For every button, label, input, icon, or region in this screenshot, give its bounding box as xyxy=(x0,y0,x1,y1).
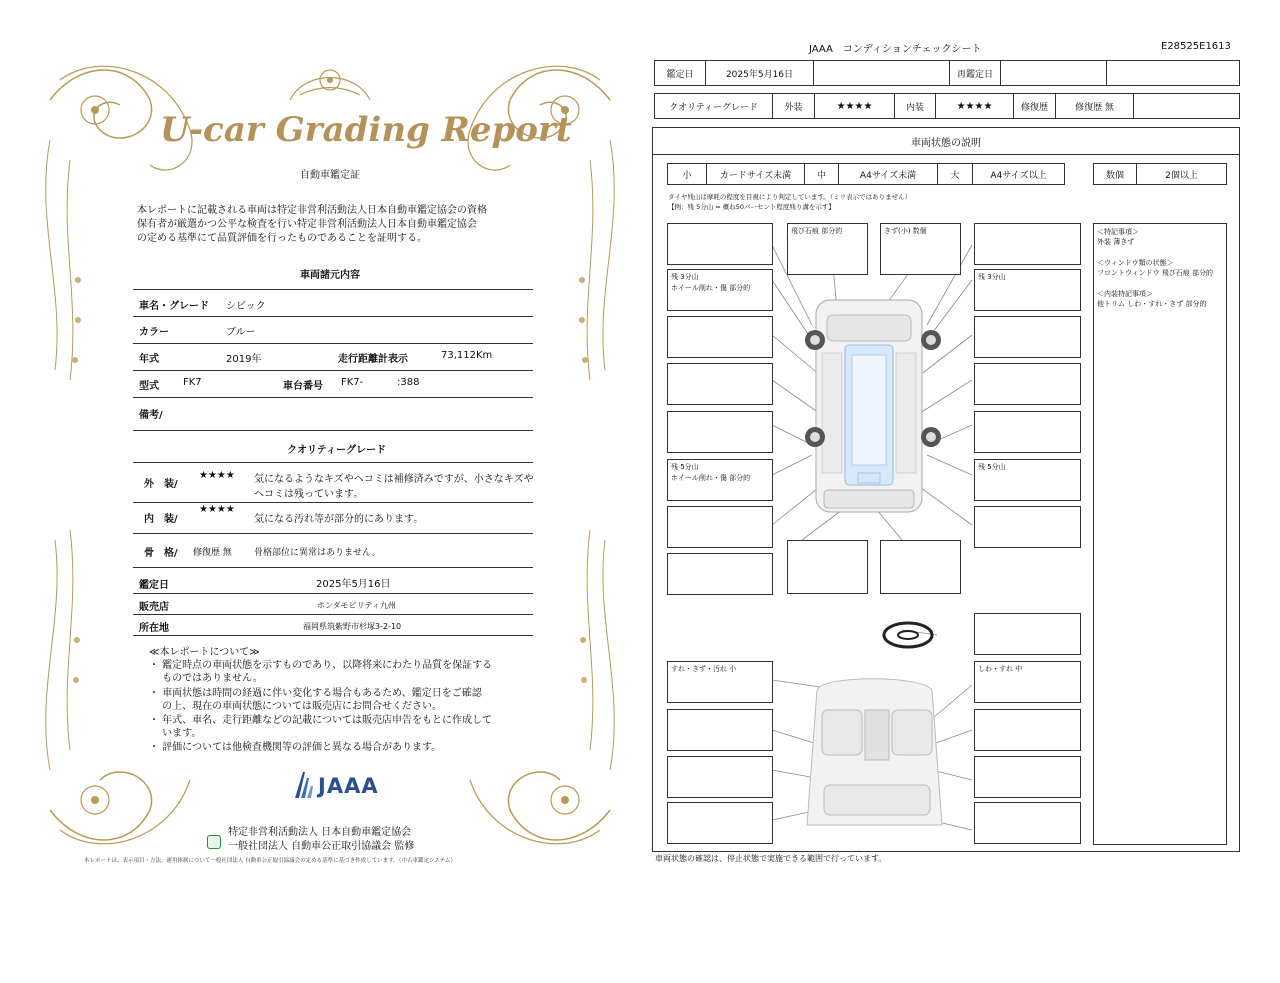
damage-box xyxy=(667,363,773,405)
year-label: 年式 xyxy=(139,354,159,365)
fair-trade-mark-icon xyxy=(207,835,221,849)
org-line-1: 特定非営利活動法人 日本自動車鑑定協会 xyxy=(228,827,412,838)
tire-note-1: タイヤ残山は摩耗の程度を目視により判定しています。（ミリ表示ではありません） xyxy=(668,193,912,201)
dealer-value: ホンダモビリティ九州 xyxy=(317,601,396,610)
divider xyxy=(133,430,533,431)
doc-id: E28525E1613 xyxy=(1161,41,1231,52)
interior-title: ＜内装特記事項＞ xyxy=(1097,290,1153,298)
date-label: 鑑定日 xyxy=(139,580,169,591)
count-desc: 2個以上 xyxy=(1136,163,1227,185)
blank-cell xyxy=(1106,60,1240,86)
chassis-label: 車台番号 xyxy=(283,381,323,392)
repair-label-cell: 修復歴 xyxy=(1013,93,1056,119)
frame-comment: 骨格部位に異常はありません。 xyxy=(254,548,381,558)
intro-line-3: の定める基準にて品質評価を行ったものであることを証明する。 xyxy=(137,233,427,244)
divider xyxy=(133,567,533,568)
tire-box-rear-left xyxy=(667,459,773,501)
interior-box xyxy=(974,709,1081,751)
redate-value-cell xyxy=(1000,60,1107,86)
color-value: ブルー xyxy=(226,327,256,338)
grade-title: クオリティーグレード xyxy=(287,445,386,456)
interior-box-left xyxy=(667,661,773,703)
blank-cell xyxy=(813,60,950,86)
intro-line-2: 保有者が厳選かつ公平な検査を行い特定非営利活動法人日本自動車鑑定協会 xyxy=(137,219,477,230)
steering-box xyxy=(974,613,1081,655)
footnote: 本レポートは、表示項目・方法、運用体制について一般社団法人 自動車公正取引協議会の定める基準に基づき作成しています。（中古車鑑定システム） xyxy=(84,858,456,864)
intro-line-1: 本レポートに記載される車両は特定非営利活動法人日本自動車鑑定協会の資格 xyxy=(137,205,487,216)
tire-box-rear-right xyxy=(974,459,1081,501)
damage-box xyxy=(667,506,773,548)
window-title: ＜ウィンドウ類の状態＞ xyxy=(1097,259,1174,267)
date-value: 2025年5月16日 xyxy=(316,579,391,590)
damage-box-scratch xyxy=(880,223,961,275)
car-name-label: 車名・グレード xyxy=(139,301,209,312)
damage-box xyxy=(880,540,961,594)
interior-box xyxy=(974,756,1081,798)
year-value: 2019年 xyxy=(226,354,262,365)
interior-stars: ★★★★ xyxy=(199,504,235,515)
damage-text: きず(小) 数個 xyxy=(884,227,927,235)
tire-text: 残 3分山 xyxy=(671,273,699,281)
damage-box xyxy=(974,506,1081,548)
size-mid-desc: A4サイズ未満 xyxy=(838,163,938,185)
tire-text: 残 5分山 xyxy=(671,463,699,471)
note-line: の上、現在の車両状態については販売店にお問合せください。 xyxy=(149,701,442,712)
divider xyxy=(133,289,533,290)
damage-text: 飛び石痕 部分的 xyxy=(791,227,843,235)
blank-cell xyxy=(1133,93,1240,119)
grade-label-cell: クオリティーグレード xyxy=(654,93,773,119)
date-value-cell: 2025年5月16日 xyxy=(705,60,814,86)
window-text: フロントウィンドウ 飛び石痕 部分的 xyxy=(1097,269,1214,277)
damage-box xyxy=(974,411,1081,453)
divider xyxy=(133,502,533,503)
certificate-subtitle: 自動車鑑定証 xyxy=(300,170,360,181)
redate-label-cell: 再鑑定日 xyxy=(949,60,1001,86)
count-label: 数個 xyxy=(1093,163,1137,185)
jaaa-logo-mark-icon xyxy=(291,770,315,800)
wheel-text: ホイール削れ・傷 部分的 xyxy=(671,284,751,292)
exterior-comment-2: ヘコミは残っています。 xyxy=(254,489,364,500)
note-line: ・ 鑑定時点の車両状態を示すものであり、以降将来にわたり品質を保証する xyxy=(149,660,493,671)
divider xyxy=(133,614,533,615)
divider xyxy=(133,462,533,463)
divider xyxy=(133,397,533,398)
notes-title: ≪本レポートについて≫ xyxy=(149,647,260,658)
note-line: ・ 評価については他検査機関等の評価と異なる場合があります。 xyxy=(149,742,442,753)
int-stars-cell: ★★★★ xyxy=(935,93,1014,119)
tire-box-front-right xyxy=(974,269,1081,311)
interior-comment: 気になる汚れ等が部分的にあります。 xyxy=(254,514,424,525)
damage-box xyxy=(974,223,1081,265)
sheet-footer: 車両状態の確認は、停止状態で実施できる範囲で行っています。 xyxy=(655,854,887,863)
special-notes-panel xyxy=(1093,223,1227,845)
damage-box xyxy=(787,540,868,594)
note-line: ・ 年式、車名、走行距離などの記載については販売店申告をもとに作成して xyxy=(149,715,492,726)
address-value: 福岡県筑紫野市杉塚3-2-10 xyxy=(303,622,402,631)
tire-text: 残 3分山 xyxy=(978,273,1006,281)
damage-box xyxy=(667,411,773,453)
note-line: います。 xyxy=(149,728,202,739)
divider xyxy=(133,370,533,371)
exterior-comment-1: 気になるようなキズやヘコミは補修済みですが、小さなキズや xyxy=(254,474,534,485)
tire-text: 残 5分山 xyxy=(978,463,1006,471)
car-name-value: シビック xyxy=(226,301,266,312)
frame-repair: 修復歴 無 xyxy=(193,548,232,558)
divider xyxy=(133,343,533,344)
model-value: FK7 xyxy=(183,377,202,388)
date-label-cell: 鑑定日 xyxy=(654,60,706,86)
damage-box xyxy=(667,316,773,358)
interior-label: 内 装/ xyxy=(144,514,178,525)
interior-box xyxy=(667,709,773,751)
dealer-label: 販売店 xyxy=(139,602,169,613)
damage-box-stone xyxy=(787,223,868,275)
section-title: 車両状態の説明 xyxy=(652,127,1240,155)
address-label: 所在地 xyxy=(139,623,169,634)
chassis-suffix: :388 xyxy=(397,377,420,388)
color-label: カラー xyxy=(139,327,169,338)
interior-damage-text: すれ・きず・汚れ 小 xyxy=(671,665,737,673)
spec-title: 車両諸元内容 xyxy=(300,270,360,281)
interior-damage-text: しわ・すれ 中 xyxy=(978,665,1023,673)
size-large: 大 xyxy=(937,163,973,185)
wheel-text: ホイール削れ・傷 部分的 xyxy=(671,474,751,482)
special-title: ＜特記事項＞ xyxy=(1097,228,1139,236)
exterior-label: 外 装/ xyxy=(144,479,178,490)
car-interior-view xyxy=(807,679,942,825)
size-large-desc: A4サイズ以上 xyxy=(972,163,1065,185)
org-line-2: 一般社団法人 自動車公正取引協議会 監修 xyxy=(228,841,415,852)
interior-box-right xyxy=(974,661,1081,703)
ext-stars-cell: ★★★★ xyxy=(814,93,895,119)
mileage-label: 走行距離計表示 xyxy=(338,354,408,365)
exterior-stars: ★★★★ xyxy=(199,470,235,481)
divider xyxy=(133,635,533,636)
note-line: ・ 車両状態は時間の経過に伴い変化する場合もあるため、鑑定日をご確認 xyxy=(149,688,482,699)
script-title: U-car Grading Report xyxy=(160,110,572,150)
interior-box xyxy=(667,756,773,798)
sheet-title: JAAA コンディションチェックシート xyxy=(809,44,982,55)
int-label-cell: 内装 xyxy=(894,93,936,119)
damage-box xyxy=(667,223,773,265)
size-small-desc: カードサイズ未満 xyxy=(706,163,805,185)
ext-label-cell: 外装 xyxy=(772,93,815,119)
divider xyxy=(133,316,533,317)
chassis-prefix: FK7- xyxy=(341,377,364,388)
frame-label: 骨 格/ xyxy=(144,548,178,559)
tire-box-front-left xyxy=(667,269,773,311)
tire-note-2: 【例：残 5分山 = 概ね50パーセント程度残り溝を示す】 xyxy=(668,203,835,211)
interior-box xyxy=(667,802,773,844)
interior-box xyxy=(974,802,1081,844)
interior-text: 他トリム しわ・すれ・きず 部分的 xyxy=(1097,300,1207,308)
damage-box xyxy=(667,553,773,595)
size-mid: 中 xyxy=(804,163,839,185)
special-text: 外装 薄きず xyxy=(1097,238,1135,246)
note-line: ものではありません。 xyxy=(149,673,263,684)
car-top-view xyxy=(816,300,922,512)
damage-box xyxy=(974,363,1081,405)
mileage-value: 73,112Km xyxy=(441,350,493,361)
model-label: 型式 xyxy=(139,381,159,392)
divider xyxy=(133,533,533,534)
remarks-label: 備考/ xyxy=(139,410,163,421)
repair-value-cell: 修復歴 無 xyxy=(1055,93,1134,119)
size-small: 小 xyxy=(667,163,707,185)
jaaa-logo-text: JAAA xyxy=(318,774,379,798)
divider xyxy=(133,593,533,594)
damage-box xyxy=(974,316,1081,358)
steering-wheel-icon xyxy=(884,623,932,647)
